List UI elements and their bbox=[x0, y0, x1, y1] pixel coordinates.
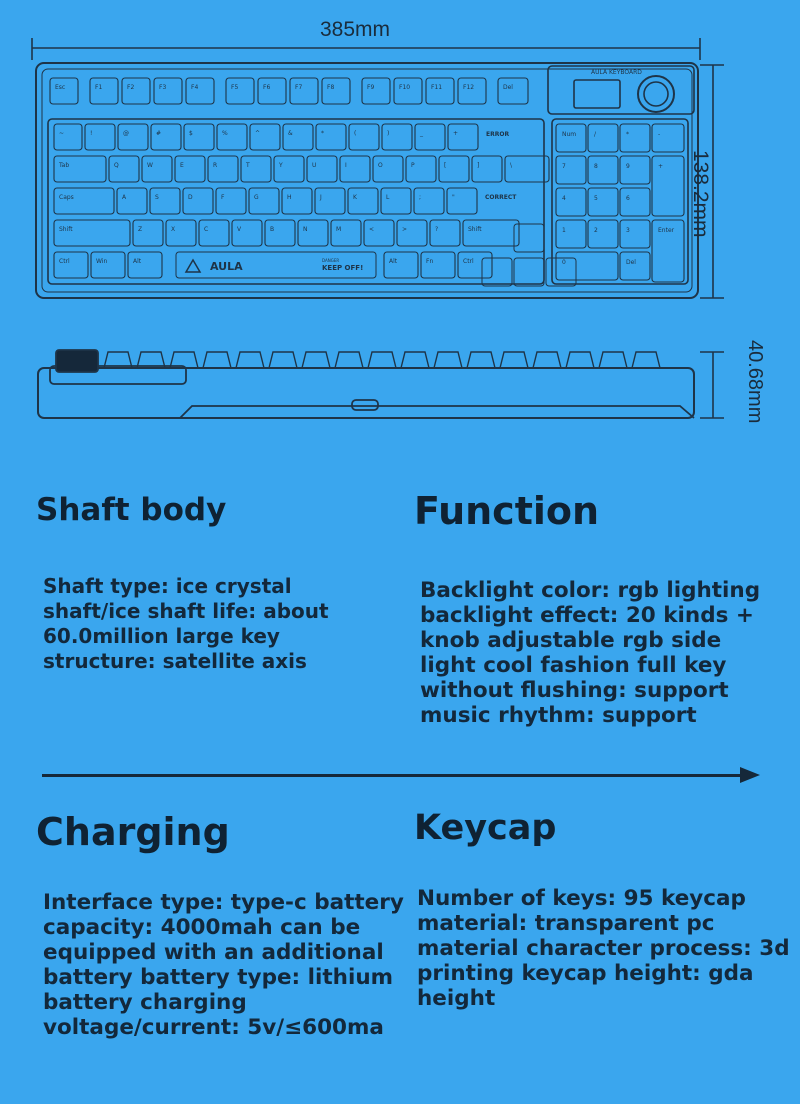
keycap-label: F bbox=[221, 194, 225, 201]
brand-logo: AULA bbox=[210, 260, 243, 273]
side-keycap bbox=[467, 352, 495, 368]
side-view bbox=[38, 350, 694, 418]
keycap-label: @ bbox=[123, 130, 129, 137]
keycap-label: F9 bbox=[367, 84, 375, 91]
keycap-label: Shift bbox=[59, 226, 73, 233]
keycap-label: Alt bbox=[133, 258, 142, 265]
keycap bbox=[348, 188, 378, 214]
keycap-label: G bbox=[254, 194, 259, 201]
keycap-label: % bbox=[222, 130, 228, 137]
section-title-function: Function bbox=[414, 489, 600, 533]
keycap bbox=[472, 156, 502, 182]
side-keycap bbox=[368, 352, 396, 368]
keycap-label: " bbox=[452, 194, 455, 201]
side-keycap bbox=[599, 352, 627, 368]
keycap bbox=[249, 188, 279, 214]
side-keycap bbox=[401, 352, 429, 368]
keycap-label: Win bbox=[96, 258, 108, 265]
keycap bbox=[415, 124, 445, 150]
numpad-key bbox=[556, 220, 586, 248]
numpad-key-label: Del bbox=[626, 259, 636, 266]
keycap bbox=[90, 78, 118, 104]
keycap-label: U bbox=[312, 162, 317, 169]
keycap bbox=[364, 220, 394, 246]
keycap bbox=[458, 252, 492, 278]
numpad-key-label: 1 bbox=[562, 227, 566, 234]
keycap bbox=[217, 124, 247, 150]
screen-label: AULA KEYBOARD bbox=[591, 69, 642, 76]
keycap bbox=[166, 220, 196, 246]
keycap bbox=[118, 124, 148, 150]
section-body-charging: Interface type: type-c battery capacity: 4000mah can be equipped with an additional battery battery type: lithium battery charging voltage/current: 5v/≤600ma bbox=[43, 890, 404, 1040]
keycap-label: F10 bbox=[399, 84, 411, 91]
numpad-key bbox=[588, 220, 618, 248]
keycap-label: Fn bbox=[426, 258, 434, 265]
keycap bbox=[258, 78, 286, 104]
section-title-shaft-body: Shaft body bbox=[36, 492, 227, 528]
section-body-keycap: Number of keys: 95 keycap material: transparent pc material character process: 3d printing keycap height: gda height bbox=[417, 886, 790, 1011]
side-keycap bbox=[500, 352, 528, 368]
keycap bbox=[128, 252, 162, 278]
keycap-label: F11 bbox=[431, 84, 443, 91]
keycap bbox=[109, 156, 139, 182]
numpad-key bbox=[620, 188, 650, 216]
numpad-key bbox=[556, 124, 586, 152]
section-title-charging: Charging bbox=[36, 810, 230, 854]
keycap bbox=[117, 188, 147, 214]
numpad-key-label: - bbox=[658, 131, 661, 138]
side-keycap bbox=[632, 352, 660, 368]
numpad-key-label: 4 bbox=[562, 195, 566, 202]
keycap bbox=[175, 156, 205, 182]
numpad-key bbox=[556, 252, 618, 280]
keycap bbox=[448, 124, 478, 150]
keycap bbox=[315, 188, 345, 214]
keycap-label: F4 bbox=[191, 84, 199, 91]
keyboard-diagram bbox=[0, 0, 800, 460]
depth-dimension: 40.68mm bbox=[744, 340, 766, 424]
keycap-label: < bbox=[369, 226, 375, 233]
keycap-label: Esc bbox=[55, 84, 66, 91]
numpad-key bbox=[588, 188, 618, 216]
numpad-key bbox=[556, 188, 586, 216]
keycap bbox=[150, 188, 180, 214]
keycap bbox=[241, 156, 271, 182]
keycap bbox=[184, 124, 214, 150]
keycap-label: ~ bbox=[59, 130, 65, 137]
keycap bbox=[154, 78, 182, 104]
side-keycap bbox=[236, 352, 264, 368]
keycap bbox=[298, 220, 328, 246]
keycap-label: Del bbox=[503, 84, 513, 91]
keycap-label: \ bbox=[510, 162, 513, 169]
keycap-label: B bbox=[270, 226, 275, 233]
keycap bbox=[91, 252, 125, 278]
keycap-label: Caps bbox=[59, 194, 74, 201]
numpad-key-label: Enter bbox=[658, 227, 675, 234]
keycap-label: F8 bbox=[327, 84, 335, 91]
danger-sticker: DANGER bbox=[322, 258, 340, 263]
keycap bbox=[322, 78, 350, 104]
numpad-key bbox=[620, 124, 650, 152]
keycap-label: & bbox=[288, 130, 293, 137]
side-keycap bbox=[302, 352, 330, 368]
keycap-label: Shift bbox=[468, 226, 482, 233]
keycap bbox=[307, 156, 337, 182]
keycap-label: + bbox=[453, 130, 459, 137]
keycap bbox=[226, 78, 254, 104]
keycap bbox=[498, 78, 528, 104]
keycap bbox=[282, 188, 312, 214]
keycap-label: F5 bbox=[231, 84, 239, 91]
keycap bbox=[382, 124, 412, 150]
arrow-key bbox=[546, 258, 576, 286]
keycap bbox=[406, 156, 436, 182]
keycap-label: ) bbox=[387, 130, 390, 137]
keycap bbox=[458, 78, 486, 104]
correct-key-label: CORRECT bbox=[485, 194, 517, 201]
side-keycap bbox=[566, 352, 594, 368]
height-dimension: 138.2mm bbox=[689, 150, 712, 238]
keycap-label: S bbox=[155, 194, 159, 201]
keycap bbox=[384, 252, 418, 278]
keycap bbox=[426, 78, 454, 104]
keycap bbox=[397, 220, 427, 246]
keycap-label: Alt bbox=[389, 258, 398, 265]
keycap bbox=[54, 188, 114, 214]
keycap-label: _ bbox=[420, 130, 423, 137]
keycap-label: X bbox=[171, 226, 176, 233]
numpad-key-label: 7 bbox=[562, 163, 566, 170]
keycap-label: ] bbox=[477, 162, 480, 169]
keycap bbox=[85, 124, 115, 150]
keycap-label: F7 bbox=[295, 84, 303, 91]
keycap-label: H bbox=[287, 194, 292, 201]
numpad-key-label: 5 bbox=[594, 195, 598, 202]
numpad-key-label: 2 bbox=[594, 227, 598, 234]
keycap-label: W bbox=[147, 162, 153, 169]
warning-triangle-icon bbox=[186, 260, 200, 272]
keycap bbox=[54, 252, 88, 278]
numpad-key-label: + bbox=[658, 163, 664, 170]
keycap-grid bbox=[50, 78, 684, 286]
side-keycaps bbox=[104, 352, 660, 368]
section-body-function: Backlight color: rgb lighting backlight effect: 20 kinds + knob adjustable rgb side light cool fashion full key without flushing: support music rhythm: support bbox=[420, 578, 761, 728]
keycap bbox=[232, 220, 262, 246]
keycap bbox=[54, 156, 106, 182]
keycap-label: Z bbox=[138, 226, 143, 233]
knob-icon bbox=[56, 350, 98, 372]
keycap-label: F2 bbox=[127, 84, 135, 91]
numpad-key bbox=[588, 124, 618, 152]
numpad-key bbox=[556, 156, 586, 184]
numpad-key-label: 6 bbox=[626, 195, 630, 202]
keycap-label: F1 bbox=[95, 84, 103, 91]
keycap bbox=[186, 78, 214, 104]
keycap-label: D bbox=[188, 194, 193, 201]
keycap bbox=[316, 124, 346, 150]
numpad-key-label: 0 bbox=[562, 259, 566, 266]
keycap bbox=[373, 156, 403, 182]
keycap bbox=[199, 220, 229, 246]
keycap-label: E bbox=[180, 162, 184, 169]
keycap bbox=[331, 220, 361, 246]
keycap-label: Tab bbox=[59, 162, 70, 169]
keycap-label: Y bbox=[279, 162, 283, 169]
keycap-label: C bbox=[204, 226, 209, 233]
keycap-label: R bbox=[213, 162, 218, 169]
divider-line bbox=[42, 774, 747, 777]
keycap bbox=[362, 78, 390, 104]
keycap-label: ( bbox=[354, 130, 357, 137]
error-key-label: ERROR bbox=[486, 131, 510, 138]
keycap-label: [ bbox=[444, 162, 447, 169]
keycap bbox=[394, 78, 422, 104]
keycap bbox=[349, 124, 379, 150]
keycap bbox=[274, 156, 304, 182]
keycap bbox=[421, 252, 455, 278]
keycap bbox=[151, 124, 181, 150]
keycap-label: J bbox=[320, 194, 322, 201]
keycap bbox=[208, 156, 238, 182]
numpad-key bbox=[652, 124, 684, 152]
keycap bbox=[381, 188, 411, 214]
keycap bbox=[122, 78, 150, 104]
keycap bbox=[54, 124, 82, 150]
keep-off-sticker: KEEP OFF! bbox=[322, 264, 364, 272]
keycap bbox=[414, 188, 444, 214]
keycap-label: P bbox=[411, 162, 415, 169]
keycap-label: K bbox=[353, 194, 357, 201]
numpad-key-label: 3 bbox=[626, 227, 630, 234]
keycap bbox=[283, 124, 313, 150]
side-keycap bbox=[203, 352, 231, 368]
arrow-key bbox=[514, 258, 544, 286]
keycap bbox=[447, 188, 477, 214]
keycap-label: M bbox=[336, 226, 342, 233]
keycap-label: F6 bbox=[263, 84, 271, 91]
keycap bbox=[250, 124, 280, 150]
keycap bbox=[340, 156, 370, 182]
section-title-keycap: Keycap bbox=[414, 808, 557, 848]
numpad-key-label: * bbox=[626, 131, 629, 138]
numpad-key-label: / bbox=[594, 131, 597, 138]
keycap bbox=[54, 220, 130, 246]
keycap-label: V bbox=[237, 226, 242, 233]
keycap bbox=[133, 220, 163, 246]
numpad-key bbox=[620, 252, 650, 280]
keycap-label: Ctrl bbox=[463, 258, 474, 265]
keycap-label: Ctrl bbox=[59, 258, 70, 265]
numpad-key bbox=[620, 156, 650, 184]
side-keycap bbox=[335, 352, 363, 368]
keycap-label: I bbox=[345, 162, 347, 169]
keycap-label: O bbox=[378, 162, 383, 169]
width-dimension: 385mm bbox=[320, 18, 391, 41]
keycap bbox=[265, 220, 295, 246]
keycap-label: $ bbox=[189, 130, 193, 137]
keycap bbox=[183, 188, 213, 214]
keycap-label: ! bbox=[90, 130, 93, 137]
side-keycap bbox=[434, 352, 462, 368]
keycap-label: F3 bbox=[159, 84, 167, 91]
numpad-key-label: 9 bbox=[626, 163, 630, 170]
keycap-label: ; bbox=[419, 194, 422, 201]
keycap-label: * bbox=[321, 130, 324, 137]
keycap-label: # bbox=[156, 130, 162, 137]
keycap-label: ? bbox=[435, 226, 439, 233]
keycap bbox=[430, 220, 460, 246]
usb-c-port-icon bbox=[352, 400, 378, 410]
keycap-label: T bbox=[246, 162, 250, 169]
side-keycap bbox=[533, 352, 561, 368]
keycap bbox=[142, 156, 172, 182]
keycap-label: N bbox=[303, 226, 308, 233]
side-keycap bbox=[269, 352, 297, 368]
section-body-shaft-body: Shaft type: ice crystal shaft/ice shaft life: about 60.0million large key structure: satellite axis bbox=[43, 574, 329, 673]
keycap bbox=[216, 188, 246, 214]
numpad-key-label: 8 bbox=[594, 163, 598, 170]
keycap bbox=[463, 220, 519, 246]
keycap-label: L bbox=[386, 194, 390, 201]
keycap bbox=[439, 156, 469, 182]
numpad-key bbox=[620, 220, 650, 248]
arrow-key bbox=[482, 258, 512, 286]
keycap bbox=[505, 156, 549, 182]
keycap-label: ^ bbox=[255, 130, 261, 137]
keycap-label: Q bbox=[114, 162, 119, 169]
numpad-key-label: Num bbox=[562, 131, 577, 138]
keycap-label: F12 bbox=[463, 84, 475, 91]
keycap bbox=[290, 78, 318, 104]
arrow-right-icon bbox=[740, 767, 760, 783]
keycap bbox=[50, 78, 78, 104]
keycap-label: > bbox=[402, 226, 408, 233]
numpad-key bbox=[588, 156, 618, 184]
keycap-label: A bbox=[122, 194, 127, 201]
numpad-key bbox=[652, 156, 684, 216]
